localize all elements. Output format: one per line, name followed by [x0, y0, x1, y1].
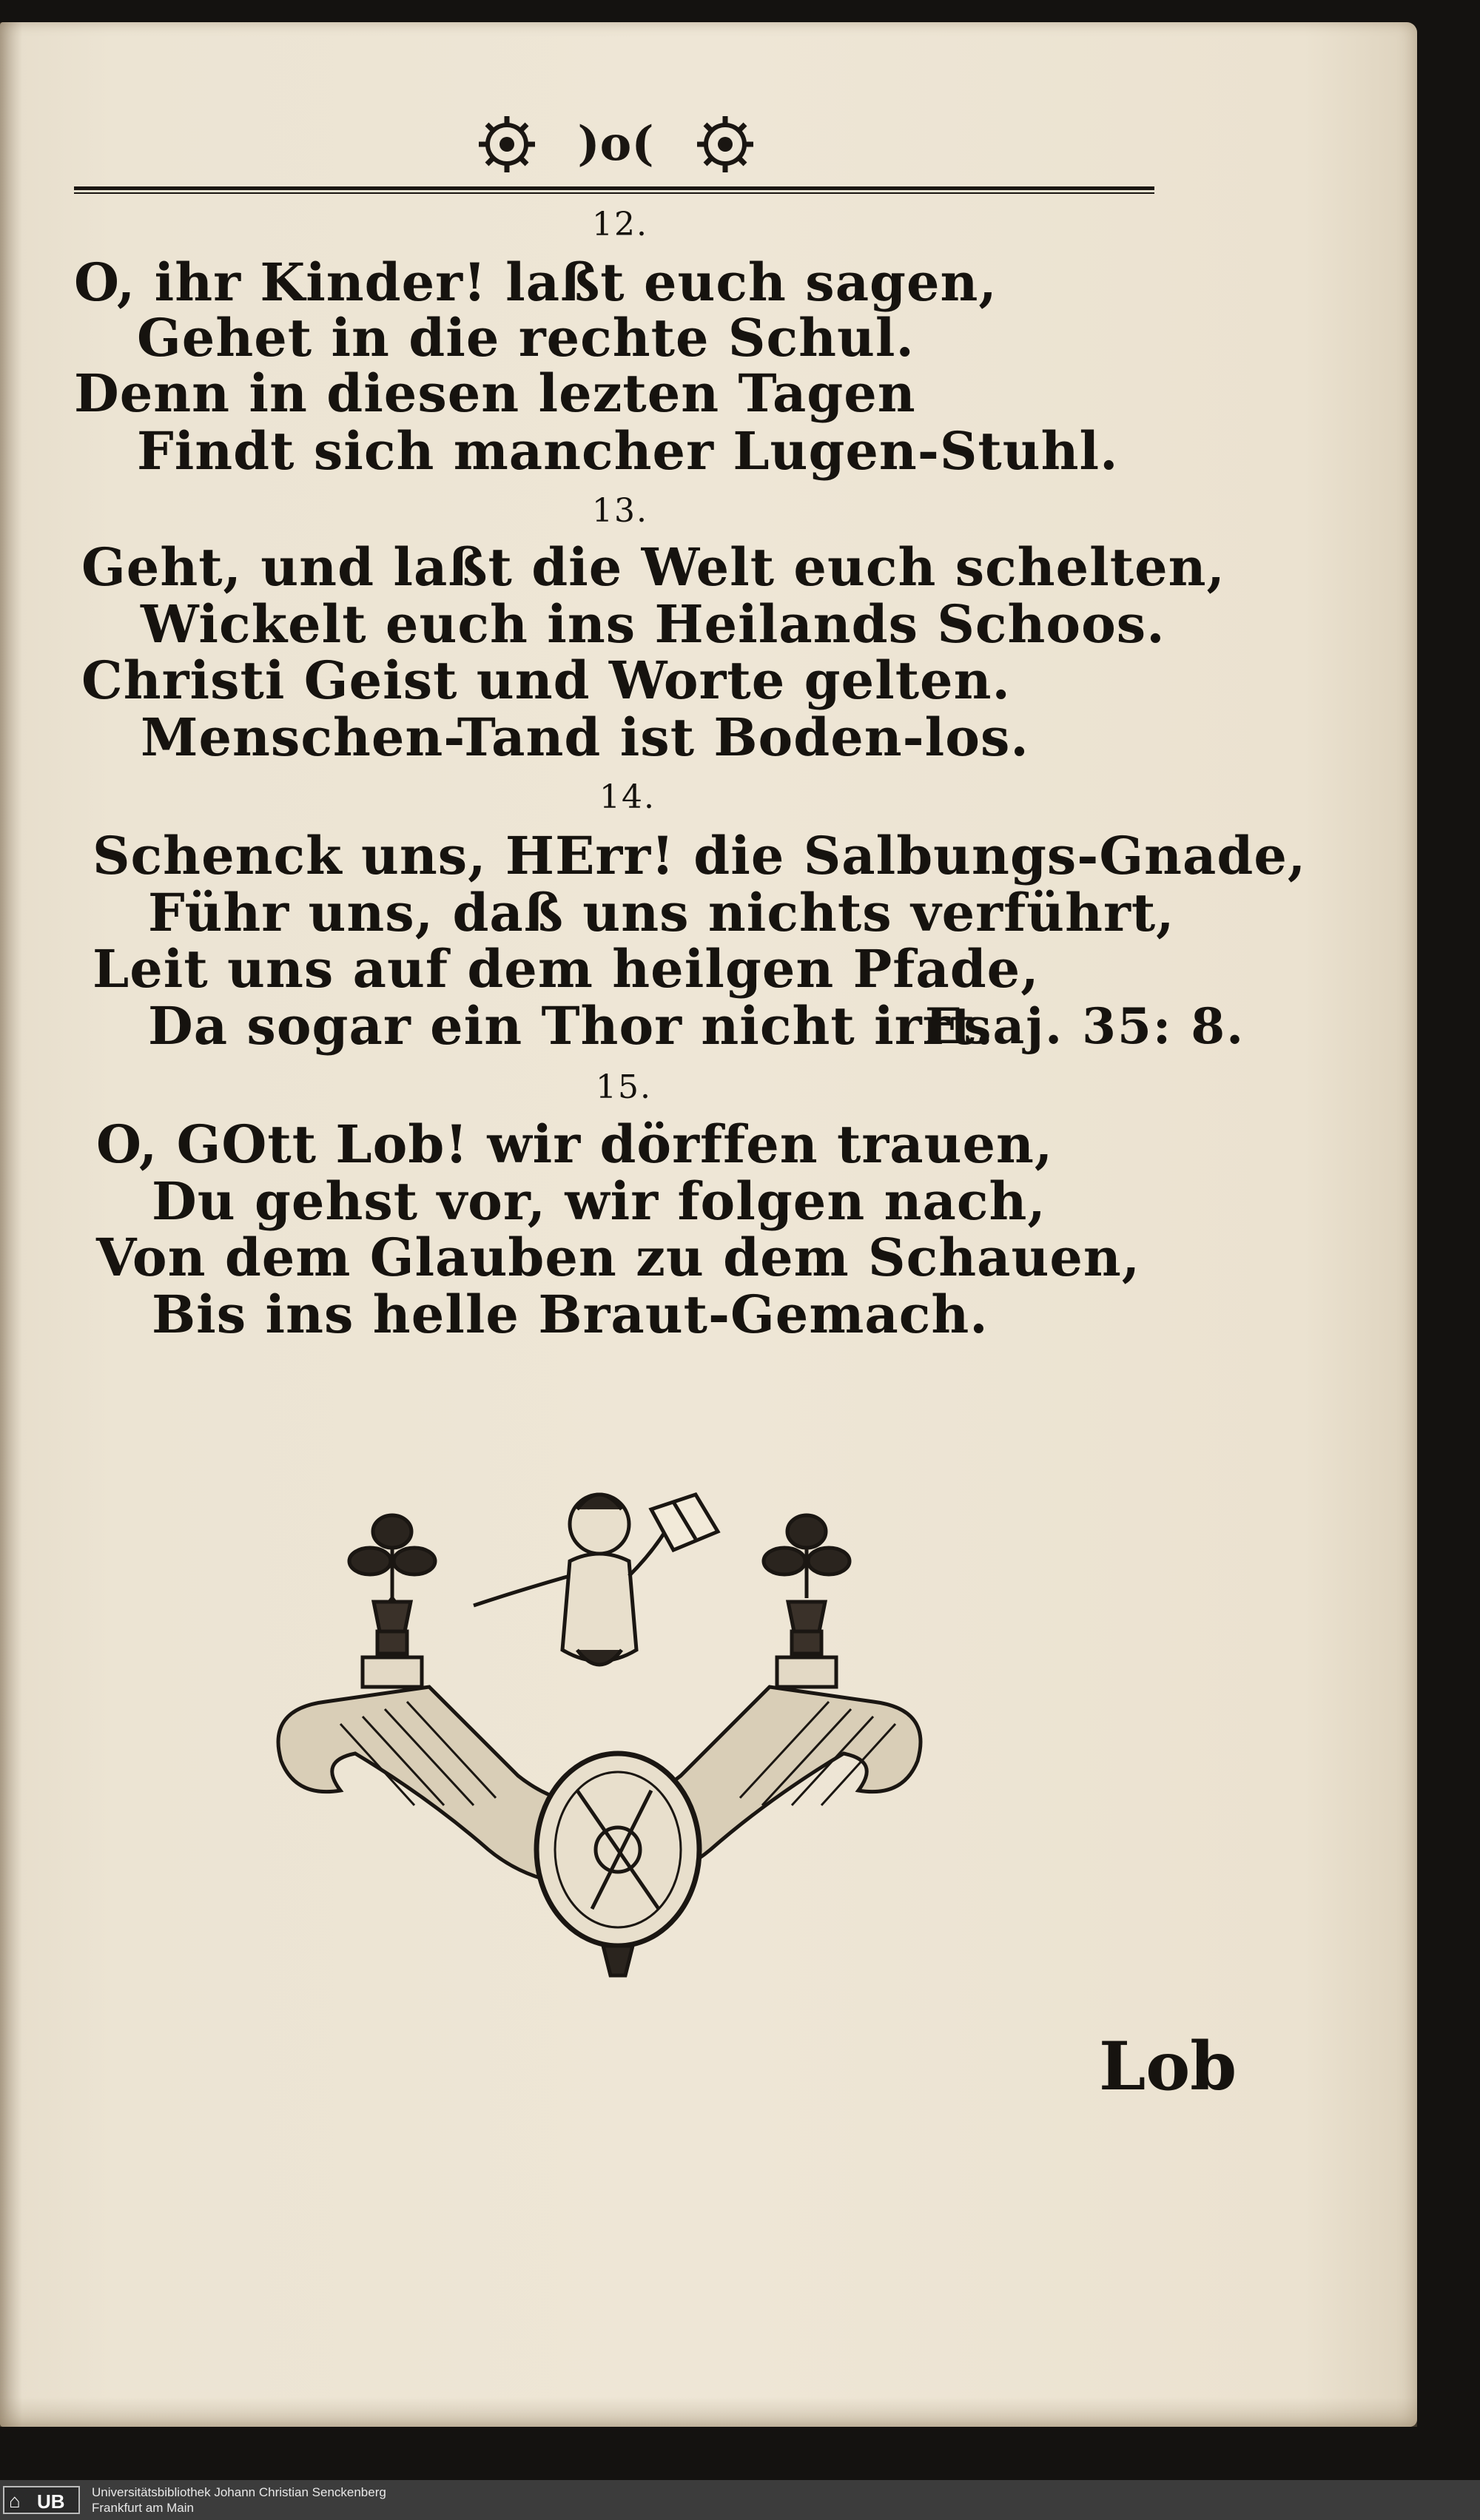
verse-line: O, GOtt Lob! wir dörffen trauen,	[96, 1114, 1054, 1175]
page-header	[74, 111, 1154, 192]
header-rule-thin	[74, 192, 1154, 194]
institution-location: Frankfurt am Main	[92, 2501, 194, 2515]
woodcut-vignette	[266, 1480, 969, 1983]
verse-line: Schenck uns, HErr! die Salbungs-Gnade,	[92, 825, 1307, 886]
verse-line: O, ihr Kinder! laßt euch sagen,	[74, 252, 998, 313]
header-ornament-text: )o(	[577, 116, 654, 172]
verse-line: Christi Geist und Worte gelten.	[81, 650, 1011, 711]
cartouche-scroll-icon	[278, 1687, 921, 1975]
catchword: Lob	[1099, 2027, 1237, 2106]
header-rule	[74, 186, 1154, 190]
digitization-footer	[0, 2480, 1480, 2520]
verse-line: Menschen-Tand ist Boden-los.	[141, 707, 1029, 768]
verse-line: Leit uns auf dem heilgen Pfade,	[92, 938, 1040, 1000]
verse-line: Führ uns, daß uns nichts verführt,	[148, 882, 1175, 943]
header-ornament	[74, 111, 1154, 178]
verse-line: Geht, und laßt die Welt euch schelten,	[81, 536, 1225, 598]
spine-shadow	[0, 22, 22, 2427]
institution-name: Universitätsbibliothek Johann Christian Senckenberg	[92, 2485, 386, 2499]
ub-logo[interactable]	[3, 2486, 80, 2514]
verse-line: Gehet in die rechte Schul.	[137, 307, 915, 368]
right-rosette-icon	[697, 116, 753, 172]
left-flower-vase-icon	[349, 1515, 435, 1654]
page-edge-shade	[0, 2397, 1417, 2427]
open-book-icon	[651, 1495, 718, 1550]
verse-line: Bis ins helle Braut-Gemach.	[152, 1284, 989, 1345]
verse-line: Von dem Glauben zu dem Schauen,	[96, 1227, 1141, 1288]
verse-line: Da sogar ein Thor nicht irrt.	[148, 995, 995, 1057]
stanza-number-14: 14.	[599, 778, 656, 816]
scripture-reference: Esaj. 35: 8.	[925, 997, 1245, 1055]
stanza-number-15: 15.	[596, 1068, 652, 1106]
left-rosette-icon	[479, 116, 535, 172]
stanza-number-13: 13.	[592, 492, 648, 530]
ub-logo-text: UB	[37, 2490, 65, 2513]
verse-line: Du gehst vor, wir folgen nach,	[152, 1170, 1046, 1232]
verse-line: Denn in diesen lezten Tagen	[74, 363, 916, 424]
right-flower-vase-icon	[764, 1515, 850, 1654]
library-building-icon: ⌂	[9, 2490, 21, 2512]
putto-figure-icon	[474, 1495, 718, 1665]
verse-line: Wickelt euch ins Heilands Schoos.	[141, 593, 1166, 655]
stanza-number-12: 12.	[592, 206, 648, 243]
verse-line: Findt sich mancher Lugen-Stuhl.	[137, 420, 1119, 482]
